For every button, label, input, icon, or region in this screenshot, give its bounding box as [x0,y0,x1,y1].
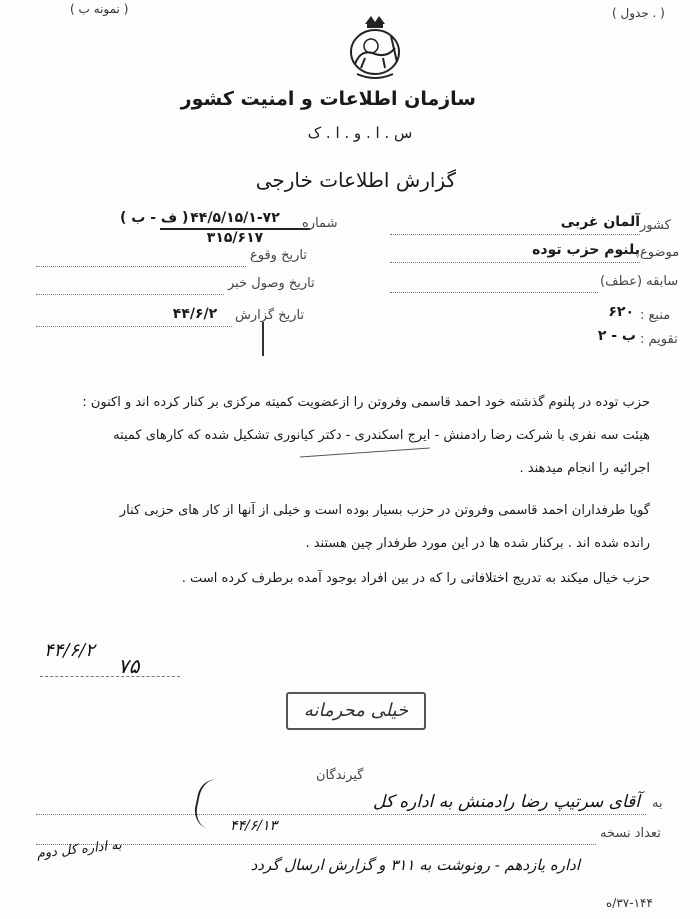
event-date-line [36,266,246,267]
country-value: آلمان غربی [560,214,640,230]
number-value-top: ۴۴/۵/۱۵/۱-۷۲ [190,210,280,226]
recipients-line [36,814,646,815]
report-date-label: تاریخ گزارش [235,308,305,323]
rating-value: ب - ۲ [597,328,636,344]
report-date-value: ۴۴/۶/۲ [172,306,218,322]
handwritten-recipient: آقای سرتیپ رضا رادمنش به اداره کل [372,792,640,812]
organization-name: سازمان اطلاعات و امنیت کشور [180,88,476,110]
reference-label: سابقه (عطف) [600,274,679,289]
handwritten-date: ۴۴/۶/۲ [44,640,95,661]
subject-label: موضوع [640,245,680,260]
copies-label: تعداد نسخه [600,826,661,841]
subject-value: پلنوم حزب توده [532,242,640,258]
body-line-4: گویا طرفداران احمد قاسمی وفروتن در حزب بسیار بوده است و خیلی از آنها از کار های حزبی کنار [119,503,650,518]
source-value: ۶۲۰ [608,304,634,320]
reference-line [390,292,598,293]
form-code: ۳۷-۱۴۴/ه [606,896,653,910]
report-date-line [36,326,232,327]
news-date-line [36,294,224,295]
to-label: به [652,796,663,811]
body-line-6: حزب خیال میکند به تدریج اختلافاتی را که در بین افراد بوجود آمده برطرف کرده است . [181,571,650,586]
report-title: گزارش اطلاعات خارجی [255,168,456,192]
rating-label: تقویم : [640,332,678,347]
organization-code: س . ا . و . ا . ک [307,124,413,142]
body-line-2: هیئت سه نفری با شرکت رضا رادمنش - ایرج اسکندری - دکتر کیانوری تشکیل شده که کارهای کمیته [113,428,650,443]
body-line-5: رانده شده اند . برکنار شده ها در این مورد طرفدار چین هستند . [305,536,650,551]
handwritten-box [40,640,180,677]
number-value-bottom: ۳۱۵/۶۱۷ [206,230,264,246]
source-label: منبع : [640,308,671,323]
body-line-3: اجرائیه را انجام میدهند . [519,461,650,476]
country-line [390,234,640,235]
country-label: کشور [640,218,671,233]
event-date-label: تاریخ وقوع [250,248,307,263]
body-line-1: حزب توده در پلنوم گذشته خود احمد قاسمی وفروتن را ازعضویت کمیته مرکزی بر کنار کرده اند و اکنون : [82,395,650,410]
table-label: ( جدول . ) [612,6,665,20]
form-type-label: ( نمونه ب ) [70,2,129,16]
number-label: شماره [302,216,338,231]
handwritten-mark: ۷۵ [118,654,140,678]
recipients-label: گیرندگان [316,768,364,783]
classification-stamp: خیلی محرمانه [286,692,426,730]
underline-stroke [300,447,430,457]
handwritten-margin-note: به اداره کل دوم [36,837,123,862]
number-class: ( ف - ب ) [120,210,189,226]
lion-and-sun-emblem-icon [341,12,409,82]
handwritten-signature-date: ۴۴/۶/۱۳ [230,818,278,834]
subject-line [390,262,640,263]
margin-mark [262,322,280,356]
handwritten-bottom-note: اداره یازدهم - رونوشت به ۳۱۱ و گزارش ارسال گردد [250,856,580,874]
news-date-label: تاریخ وصول خبر [228,276,315,291]
